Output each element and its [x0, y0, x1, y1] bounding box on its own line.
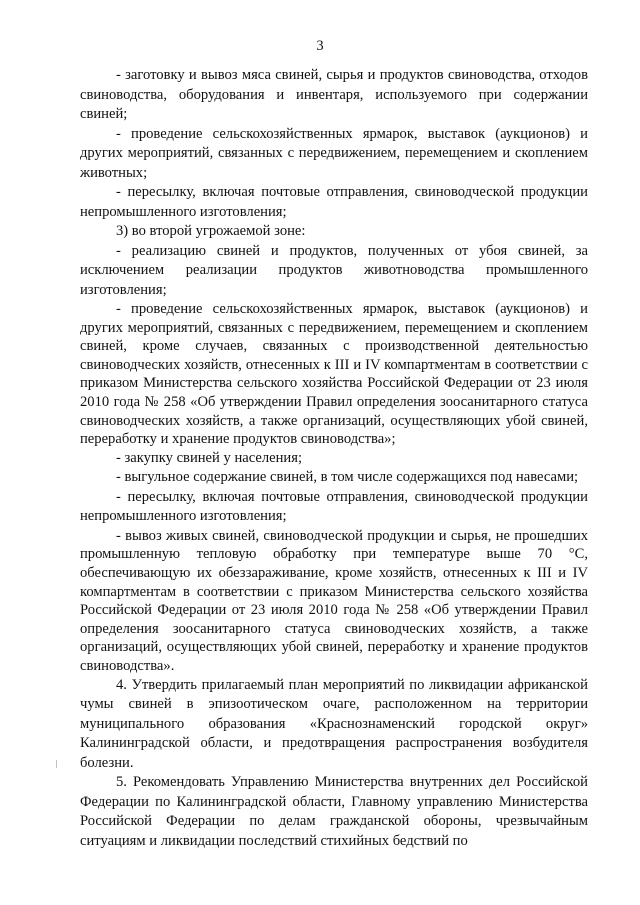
- list-item-live-pig-export: - вывоз живых свиней, свиноводческой продукции и сырья, не прошедших промышленную тепловую обработку при температуре выше 70 °С, обеспечивающую их обеззараживание, кроме хозяйств, отнесенных к III и IV компартментам в соответствии с приказом Министерства сельского хозяйства Российской Федерации от 23 июля 2010 года № 258 «Об утверждении Правил определения зоосанитарного статуса свиноводческих хозяйств, а также организаций, осуществляющих убой свиней, переработку и хранение продуктов свиноводства».: [80, 527, 588, 674]
- list-item-pork-export: - заготовку и вывоз мяса свиней, сырья и продуктов свиноводства, отходов свиноводства, оборудования и инвентаря, используемого при содержании свиней;: [80, 67, 588, 122]
- list-item-mail-shipping-2: - пересылку, включая почтовые отправления, свиноводческой продукции непромышленного изготовления;: [80, 488, 588, 525]
- clause-5-recommendation: 5. Рекомендовать Управлению Министерства внутренних дел Российской Федерации по Калининградской области, Главному управлению Министерства Российской Федерации по делам гражданской обороны, чрезвычайным ситуациям и ликвидации последствий стихийных бедствий по: [80, 774, 588, 849]
- list-item-mail-shipping: - пересылку, включая почтовые отправления, свиноводческой продукции непромышленного изготовления;: [80, 184, 588, 220]
- page-number: 3: [316, 38, 324, 54]
- list-item-fairs-pigs: - проведение сельскохозяйственных ярмарок, выставок (аукционов) и других мероприятий, связанных с передвижением, перемещением и скоплением свиней, кроме случаев, связанных с производственной деятельностью свиноводческих хозяйств, отнесенных к III и IV компартментам в соответствии с приказом Министерства сельского хозяйства Российской Федерации от 23 июля 2010 года № 258 «Об утверждении Правил определения зоосанитарного статуса свиноводческих хозяйств, а также организаций, осуществляющих убой свиней, переработку и хранение продуктов свиноводства»;: [80, 301, 588, 448]
- clause-4-plan-approval: 4. Утвердить прилагаемый план мероприятий по ликвидации африканской чумы свиней в эпизоотическом очаге, расположенном на территории муниципального образования «Краснознаменский городской округ» Калининградской области, и предотвращения распространения возбудителя болезни.: [80, 676, 588, 771]
- section-heading-second-zone: 3) во второй угрожаемой зоне:: [116, 223, 306, 239]
- list-item-purchase-pigs: - закупку свиней у населения;: [116, 449, 303, 466]
- margin-mark: [56, 760, 59, 768]
- document-body: [80, 66, 588, 851]
- list-item-fairs-animals: - проведение сельскохозяйственных ярмарок, выставок (аукционов) и других мероприятий, связанных с передвижением, перемещением и скоплением животных;: [80, 125, 588, 181]
- list-item-free-range: - выгульное содержание свиней, в том числе содержащихся под навесами;: [116, 469, 579, 486]
- list-item-sale-pigs: - реализацию свиней и продуктов, полученных от убоя свиней, за исключением реализации продуктов животноводства промышленного изготовления;: [80, 242, 588, 298]
